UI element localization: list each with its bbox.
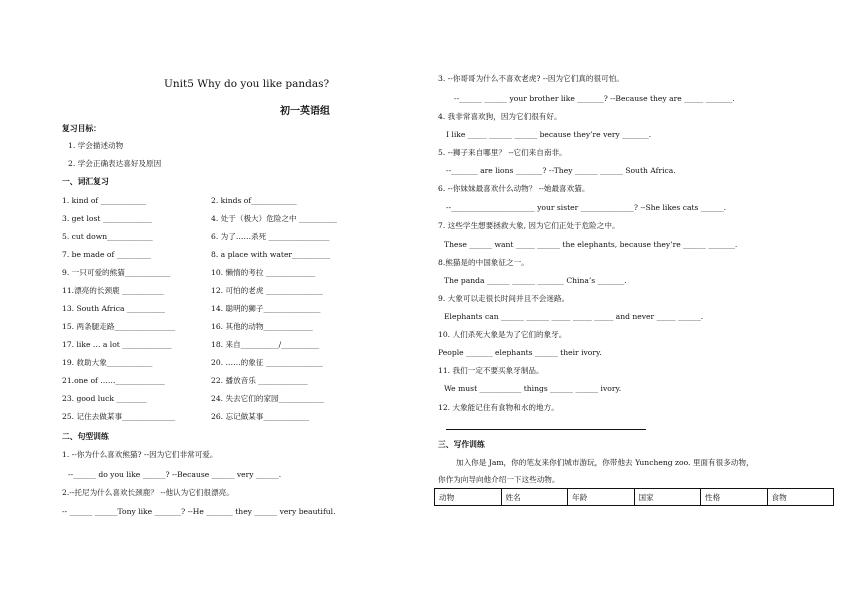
vocab-item: 16. 其他的动物_____________ — [211, 322, 313, 331]
answer-line — [446, 428, 646, 430]
table-header-cell: 动物 — [435, 489, 502, 506]
vocab-item: 21.one of ……_____________ — [62, 376, 165, 385]
document-title: Unit5 Why do you like pandas? — [164, 78, 330, 90]
writing-intro: 你作为向导向他介绍一下这些动物。 — [438, 475, 560, 484]
vocab-item: 26. 忘记做某事____________ — [211, 412, 310, 421]
vocab-item: 18. 来自__________/__________ — [211, 340, 320, 349]
sentence-line: These ______ want _____ ______ the elephants, because they’re ______ _______. — [444, 240, 738, 249]
vocab-item: 5. cut down____________ — [62, 232, 153, 241]
sentence-line: --______ ______ your brother like _______? --Because they are _____ _______. — [454, 94, 735, 103]
vocab-item: 6. 为了……杀死 ________________ — [211, 232, 330, 241]
sentence-line: Elephants can ______ ______ _____ _____ _____ and never _____ ______. — [444, 312, 704, 321]
vocab-item: 19. 救助大象____________ — [62, 358, 153, 367]
sentence-line: -- ______ ______Tony like _______? --He _______ they ______ very beautiful. — [62, 507, 336, 516]
vocab-item: 14. 聪明的狮子_______________ — [211, 304, 321, 313]
sentence-line: The panda ______ ______ _______ China’s _______. — [444, 276, 627, 285]
vocab-item: 3. get lost _____________ — [62, 214, 153, 223]
table-header-cell: 姓名 — [501, 489, 568, 506]
sentence-line: 8.熊猫是的中国象征之一。 — [438, 258, 529, 267]
sentence-line: 7. 这些学生想要拯救大象, 因为它们正处于危险之中。 — [438, 221, 620, 230]
vocab-item: 7. be made of _________ — [62, 250, 151, 259]
section1-heading: 一、词汇复习 — [62, 177, 109, 186]
section3-heading: 三、写作训练 — [438, 440, 485, 449]
sentence-line: 4. 我非常喜欢狗，因为它们很有好。 — [438, 112, 562, 121]
goals-heading: 复习目标： — [62, 124, 101, 133]
sentence-line: 5. --狮子来自哪里？ --它们来自南非。 — [438, 148, 567, 157]
vocab-item: 17. like … a lot _____________ — [62, 340, 172, 349]
table-row — [435, 489, 834, 506]
sentence-line: 2.--托尼为什么喜欢长颈鹿？ --他认为它们很漂亮。 — [62, 488, 234, 497]
sentence-line: --_______ are lions _______? --They ______ ______ South Africa. — [446, 166, 676, 175]
writing-intro: 加入你是 Jam，你的笔友来你们城市游玩，你带他去 Yuncheng zoo. 里面有很多动物， — [456, 458, 754, 467]
vocab-item: 23. good luck ________ — [62, 394, 147, 403]
vocab-item: 2. kinds of____________ — [211, 196, 297, 205]
vocab-item: 24. 失去它们的家园____________ — [211, 394, 325, 403]
goal-item: 2. 学会正确表达喜好及原因 — [68, 159, 162, 168]
vocab-item: 20. ……的象征 _______________ — [211, 358, 323, 367]
vocab-item: 10. 懒惰的考拉 _____________ — [211, 268, 316, 277]
sentence-line: 9. 大象可以走很长时间并且不会迷路。 — [438, 294, 570, 303]
sentence-line: 1. --你为什么喜欢熊猫? --因为它们非常可爱。 — [62, 450, 218, 459]
vocab-item: 22. 播放音乐 _____________ — [211, 376, 308, 385]
sentence-line: 11. 我们一定不要买象牙制品。 — [438, 366, 544, 375]
goal-item: 1. 学会描述动物 — [68, 141, 124, 150]
vocab-item: 8. a place with water__________ — [211, 250, 331, 259]
vocab-item: 4. 处于（极大）危险之中 __________ — [211, 214, 337, 223]
sentence-line: --______ do you like ______? --Because ______ very ______. — [68, 470, 282, 479]
vocab-item: 15. 两条腿走路________________ — [62, 322, 176, 331]
vocab-item: 13. South Africa __________ — [62, 304, 165, 313]
vocab-item: 11.漂亮的长颈鹿 ___________ — [62, 286, 164, 295]
sentence-line: --______________________ your sister ______________? --She likes cats ______. — [446, 203, 727, 212]
vocab-item: 1. kind of ____________ — [62, 196, 147, 205]
sentence-line: I like _____ ______ ______ because they’re very _______. — [446, 130, 652, 139]
table-header-cell: 年龄 — [568, 489, 635, 506]
table-header-cell: 国家 — [634, 489, 701, 506]
vocab-item: 9. 一只可爱的熊猫____________ — [62, 268, 171, 277]
sentence-line: 10. 人们杀死大象是为了它们的象牙。 — [438, 330, 567, 339]
table-header-cell: 食物 — [767, 489, 834, 506]
sentence-line: 12. 大象能记住有食物和水的地方。 — [438, 403, 559, 412]
sentence-line: 3. --你哥哥为什么不喜欢老虎? --因为它们真的很可怕。 — [438, 74, 624, 83]
sentence-line: We must ___________ things ______ ______ ivory. — [444, 384, 622, 393]
table-header-cell: 性格 — [701, 489, 768, 506]
group-name: 初一英语组 — [280, 106, 330, 117]
section2-heading: 二、句型训练 — [62, 432, 109, 441]
writing-table — [434, 488, 834, 506]
sentence-line: 6. --你妹妹最喜欢什么动物？ --她最喜欢猫。 — [438, 184, 590, 193]
vocab-item: 25. 记住去做某事______________ — [62, 412, 176, 421]
sentence-line: People _______ elephants ______ their ivory. — [438, 348, 602, 357]
vocab-item: 12. 可怕的老虎 _______________ — [211, 286, 323, 295]
